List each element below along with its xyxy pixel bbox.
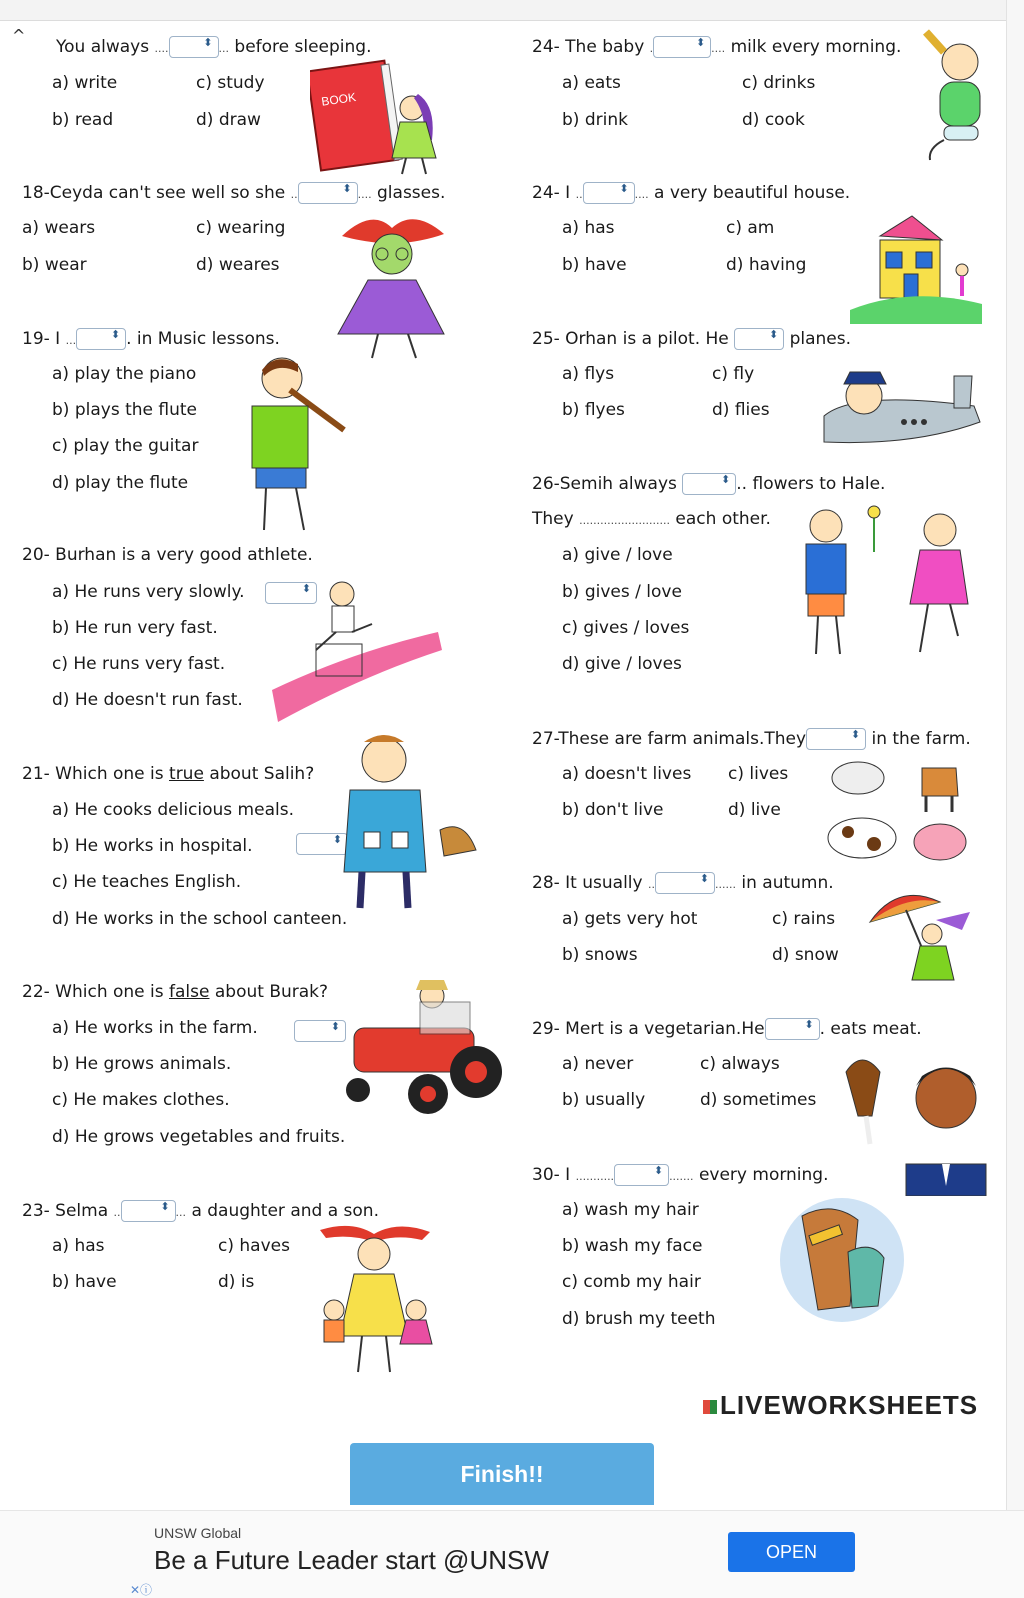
q30-option-b: b) wash my face xyxy=(562,1236,703,1256)
q19-option-a: a) play the piano xyxy=(52,364,197,384)
answer-select-19[interactable] xyxy=(76,328,126,350)
chevron-updown-icon: ⬍ xyxy=(804,1018,814,1031)
answer-select-17[interactable] xyxy=(169,36,219,58)
ad-brand: UNSW Global xyxy=(154,1525,242,1541)
page-scrollbar[interactable] xyxy=(1006,0,1024,1510)
ad-banner[interactable] xyxy=(0,1510,1024,1598)
q20-option-b: b) He run very fast. xyxy=(52,618,218,638)
q28-option-c: c) rains xyxy=(772,909,836,929)
answer-select-24b[interactable] xyxy=(583,182,635,204)
question-23-suffix: a daughter and a son. xyxy=(191,1201,379,1221)
runner-illustration xyxy=(272,572,442,732)
chevron-updown-icon: ⬍ xyxy=(768,328,779,341)
q22-option-c: c) He makes clothes. xyxy=(52,1090,230,1110)
chevron-updown-icon: ⬍ xyxy=(699,872,709,885)
answer-select-24a[interactable] xyxy=(653,36,711,58)
combing-hair-illustration xyxy=(778,1196,908,1326)
question-24a: 24- The baby . ⬍ .... milk every morning. xyxy=(532,36,902,57)
pilot-plane-illustration xyxy=(814,346,994,470)
chevron-updown-icon: ⬍ xyxy=(342,182,352,195)
q24b-option-b: b) have xyxy=(562,255,627,275)
q23-option-a: a) has xyxy=(52,1236,105,1256)
question-17: You always .... ⬍ ... before sleeping. xyxy=(56,36,372,57)
mother-children-illustration xyxy=(312,1224,442,1376)
chevron-updown-icon: ⬍ xyxy=(332,833,342,846)
browser-top-bar xyxy=(0,0,1006,21)
question-19-suffix: in Music lessons. xyxy=(136,329,280,349)
answer-select-27[interactable] xyxy=(806,728,866,750)
q26-option-b: b) gives / love xyxy=(562,582,682,602)
ad-open-button[interactable]: OPEN xyxy=(728,1532,855,1572)
question-22: 22- Which one is false about Burak? xyxy=(22,982,329,1002)
ad-choices-icon[interactable]: ✕ⓘ xyxy=(130,1583,153,1597)
tractor-illustration xyxy=(340,972,510,1124)
book-girl-illustration xyxy=(310,58,450,178)
chevron-updown-icon: ⬍ xyxy=(301,582,311,595)
q27-option-a: a) doesn't lives xyxy=(562,764,692,784)
q17-option-c: c) study xyxy=(196,73,265,93)
farm-animals-illustration xyxy=(826,756,976,868)
chevron-updown-icon: ⬍ xyxy=(695,36,706,49)
q28-option-b: b) snows xyxy=(562,945,638,965)
scroll-up-icon[interactable]: ^ xyxy=(12,26,26,45)
chevron-updown-icon: ⬍ xyxy=(721,473,731,486)
q23-option-d: d) is xyxy=(218,1272,255,1292)
q30-option-d: d) brush my teeth xyxy=(562,1309,716,1329)
q24a-option-b: b) drink xyxy=(562,110,628,130)
chevron-updown-icon: ⬍ xyxy=(653,1164,664,1177)
ad-headline[interactable]: Be a Future Leader start @UNSW xyxy=(154,1545,549,1575)
question-19-prefix: 19- I xyxy=(22,329,61,349)
q18-option-a: a) wears xyxy=(22,218,96,238)
q28-option-d: d) snow xyxy=(772,945,839,965)
answer-select-18[interactable] xyxy=(298,182,358,204)
question-24b: 24- I .. ⬍ .... a very beautiful house. xyxy=(532,182,851,203)
underlined-false: false xyxy=(169,982,210,1002)
underlined-true: true xyxy=(169,764,204,784)
q29-option-b: b) usually xyxy=(562,1090,646,1110)
answer-select-29[interactable] xyxy=(765,1018,820,1040)
q23-option-b: b) have xyxy=(52,1272,117,1292)
question-18-suffix: glasses. xyxy=(377,183,446,203)
chef-salih-illustration xyxy=(340,732,480,914)
q23-option-c: c) haves xyxy=(218,1236,290,1256)
q21-option-d: d) He works in the school canteen. xyxy=(52,909,348,929)
q27-option-d: d) live xyxy=(728,800,781,820)
q22-option-d: d) He grows vegetables and fruits. xyxy=(52,1127,346,1147)
q29-option-d: d) sometimes xyxy=(700,1090,817,1110)
q17-option-a: a) write xyxy=(52,73,118,93)
question-21: 21- Which one is true about Salih? xyxy=(22,764,315,784)
glasses-girl-illustration xyxy=(332,214,450,364)
question-26: 26-Semih always ⬍ .. flowers to Hale. xyxy=(532,473,886,494)
q21-option-b: b) He works in hospital. xyxy=(52,836,253,856)
question-29: 29- Mert is a vegetarian.He ⬍ . eats meat. xyxy=(532,1018,922,1039)
chevron-updown-icon: ⬍ xyxy=(850,728,861,741)
q24a-option-a: a) eats xyxy=(562,73,621,93)
q25-option-d: d) flies xyxy=(712,400,770,420)
vegetarian-man-illustration xyxy=(842,1046,988,1196)
q25-option-c: c) fly xyxy=(712,364,755,384)
book-title-text: BOOK xyxy=(320,90,357,109)
answer-select-22[interactable] xyxy=(294,1020,346,1042)
umbrella-rain-illustration xyxy=(866,884,980,994)
house-illustration xyxy=(850,200,986,330)
liveworksheets-logo-icon xyxy=(703,1400,717,1414)
question-23: 23- Selma .. ⬍ ... a daughter and a son. xyxy=(22,1200,379,1221)
q24b-option-d: d) having xyxy=(726,255,807,275)
q22-option-b: b) He grows animals. xyxy=(52,1054,232,1074)
q20-option-a: a) He runs very slowly. xyxy=(52,582,245,602)
question-17-prefix: You always xyxy=(56,37,150,57)
answer-select-26[interactable] xyxy=(682,473,736,495)
q25-option-b: b) flyes xyxy=(562,400,625,420)
flute-boy-illustration xyxy=(246,350,350,540)
liveworksheets-logo: LIVEWORKSHEETS xyxy=(703,1390,978,1421)
chevron-updown-icon: ⬍ xyxy=(160,1200,170,1213)
chevron-updown-icon: ⬍ xyxy=(110,328,121,341)
question-30: 30- I ........... ⬍ ....... every morning. xyxy=(532,1164,829,1185)
answer-select-28[interactable] xyxy=(655,872,715,894)
q25-option-a: a) flys xyxy=(562,364,615,384)
q17-option-b: b) read xyxy=(52,110,114,130)
chevron-updown-icon: ⬍ xyxy=(330,1020,340,1033)
chevron-updown-icon: ⬍ xyxy=(619,182,629,195)
chevron-updown-icon: ⬍ xyxy=(203,36,213,49)
question-23-prefix: 23- Selma xyxy=(22,1201,109,1221)
q28-option-a: a) gets very hot xyxy=(562,909,698,929)
q30-option-a: a) wash my hair xyxy=(562,1200,699,1220)
q17-option-d: d) draw xyxy=(196,110,261,130)
q19-option-b: b) plays the flute xyxy=(52,400,197,420)
q29-option-a: a) never xyxy=(562,1054,634,1074)
question-18: 18-Ceyda can't see well so she .. ⬍ .... glasses. xyxy=(22,182,446,203)
q19-option-d: d) play the flute xyxy=(52,473,189,493)
q18-option-b: b) wear xyxy=(22,255,87,275)
q22-option-a: a) He works in the farm. xyxy=(52,1018,258,1038)
q24a-option-d: d) cook xyxy=(742,110,805,130)
q20-option-c: c) He runs very fast. xyxy=(52,654,226,674)
answer-select-23[interactable] xyxy=(121,1200,176,1222)
q27-option-c: c) lives xyxy=(728,764,789,784)
question-25: 25- Orhan is a pilot. He ⬍ planes. xyxy=(532,328,852,349)
question-17-suffix: before sleeping. xyxy=(234,37,372,57)
q27-option-b: b) don't live xyxy=(562,800,664,820)
q21-option-c: c) He teaches English. xyxy=(52,872,242,892)
q18-option-d: d) weares xyxy=(196,255,280,275)
q21-option-a: a) He cooks delicious meals. xyxy=(52,800,294,820)
q30-option-c: c) comb my hair xyxy=(562,1272,701,1292)
q26-option-d: d) give / loves xyxy=(562,654,682,674)
q24b-option-c: c) am xyxy=(726,218,775,238)
question-19: 19- I ... ⬍ . in Music lessons. xyxy=(22,328,280,349)
q19-option-c: c) play the guitar xyxy=(52,436,199,456)
q20-option-d: d) He doesn't run fast. xyxy=(52,690,243,710)
q24b-option-a: a) has xyxy=(562,218,615,238)
answer-select-25[interactable] xyxy=(734,328,784,350)
q26-option-a: a) give / love xyxy=(562,545,673,565)
finish-button[interactable]: Finish!! xyxy=(350,1443,654,1505)
answer-select-30[interactable] xyxy=(614,1164,669,1186)
q18-option-c: c) wearing xyxy=(196,218,286,238)
question-20: 20- Burhan is a very good athlete. xyxy=(22,545,313,565)
q24a-option-c: c) drinks xyxy=(742,73,816,93)
question-28: 28- It usually .. ⬍ ...... in autumn. xyxy=(532,872,834,893)
boy-girl-flower-illustration xyxy=(802,504,972,664)
question-18-prefix: 18-Ceyda can't see well so she xyxy=(22,183,286,203)
q26-option-c: c) gives / loves xyxy=(562,618,690,638)
question-26-line2: They .......................... each other. xyxy=(532,509,771,529)
question-27: 27-These are farm animals.They ⬍ in the farm. xyxy=(532,728,971,749)
baby-bottle-illustration xyxy=(922,22,992,162)
q29-option-c: c) always xyxy=(700,1054,780,1074)
